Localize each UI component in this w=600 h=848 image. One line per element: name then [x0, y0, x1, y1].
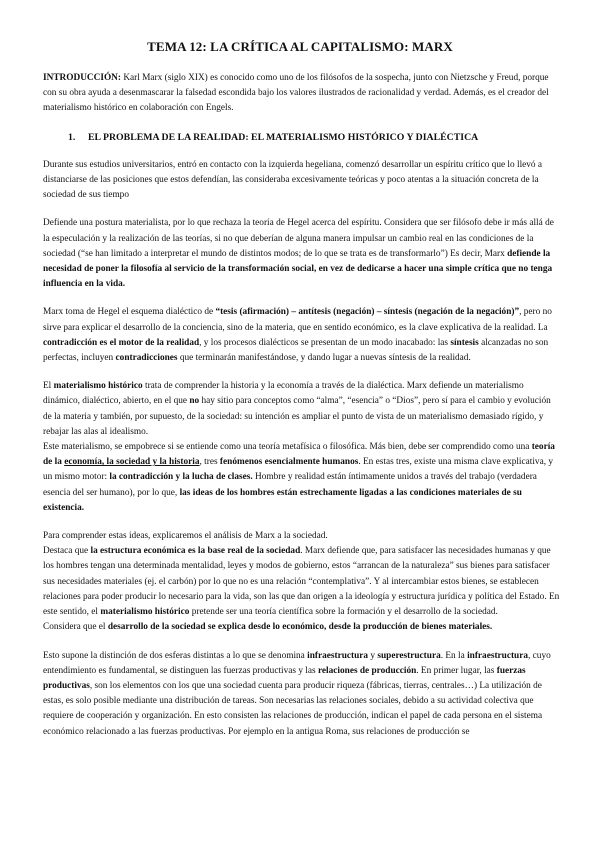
bold-run: superestructura [377, 650, 441, 661]
bold-run: fenómenos esencialmente humanos [219, 457, 359, 468]
paragraph-4 [43, 379, 561, 440]
intro-label: INTRODUCCIÓN: [43, 73, 121, 83]
text-run: Destaca que [43, 546, 91, 557]
section-heading [68, 130, 561, 145]
bold-run: síntesis [450, 337, 479, 348]
section-number: 1. [68, 131, 76, 143]
bold-run: materialismo histórico [100, 607, 190, 618]
bold-run: defiende la necesidad de poner la filosofía al servicio de la transformación social, en vez de dedicarse a hacer una simple crítica que no tenga influencia en la vida. [43, 248, 553, 290]
intro-paragraph [43, 71, 561, 117]
document-body [43, 71, 561, 753]
text-run: Hombre y realidad están íntimamente unidos a través del trabajo (verdadera esencia del ser humano), por lo que, [43, 472, 537, 498]
bold-run: materialismo histórico [53, 381, 143, 392]
bold-run: teoría de la [43, 442, 555, 468]
text-run: Defiende una postura materialista, por lo que rechaza la teoría de Hegel acerca del espíritu. Considera que ser filósofo debe ir más allá de la especulación y la realización de las teorías, si no que deberían de alguna manera impulsar un cambio real en las condiciones de la sociedad (“se han limitado a interpretar el mundo de distintos modos; de lo que se trata es de transformarlo”) Es decir, Marx [43, 218, 554, 259]
text-run: . En estas tres, existe una misma clave explicativa, y un mismo motor: [43, 457, 553, 483]
bold-run: no [189, 396, 200, 407]
paragraph-8 [43, 620, 561, 635]
text-run: hay sitio para conceptos como “alma”, “esencia” o “Dios”, pero sí para el cambio y evolución de la materia y también, por supuesto, de la sociedad: su intención es ampliar el punto de vista de un materialismo demasiado rígido, y rebajar las alas al idealismo. [43, 396, 551, 437]
bold-run: la contradicción y la lucha de clases. [109, 472, 253, 483]
text-run: que terminarán manifestándose, y dando lugar a nuevas síntesis de la realidad. [177, 353, 471, 364]
paragraph-1: Durante sus estudios universitarios, entró en contacto con la izquierda hegeliana, comenzó desarrollar un espíritu crítico que lo llevó a distanciarse de las posiciones que estos defendían, las consideraba excesivamente teóricas y poco atentas a la situación concreta de la sociedad de sus tiempo [43, 159, 543, 201]
text-run: Este materialismo, se empobrece si se entiende como una teoría metafísica o filosófica. Más bien, debe ser comprendido como una [43, 442, 532, 453]
text-run: alcanzadas no son perfectas, incluyen [43, 337, 549, 364]
text-run: . Marx defiende que, para satisfacer las necesidades humanas y que los hombres tengan una determinada mentalidad, leyes y modos de gobierno, estos “arrancan de la naturaleza” sus bienes para satisfacer sus necesidades materiales (ej. el carbón) por lo que no es una relación “contemplativa”. Y al intercambiar estos bienes, se establecen relaciones para poder producir lo necesario para la vida, son las que dan origen a la ideología y estructura jurídica y política del Estado. En este sentido, el [43, 546, 560, 618]
paragraph-3 [43, 305, 561, 366]
text-run: , pero no sirve para explicar el desarrollo de la conciencia, sino de la materia, que en sentido económico, es la clave explicativa de la realidad. La [43, 307, 552, 333]
underlined-run: economía, la sociedad y la historia [64, 457, 200, 468]
section-title: EL PROBLEMA DE LA REALIDAD: EL MATERIALISMO HISTÓRICO Y DIALÉCTICA [88, 131, 479, 143]
text-run: Marx toma de Hegel el esquema dialéctico de [43, 307, 216, 318]
text-run: , cuyo entendimiento es fundamental, se distinguen las fuerzas productivas y las [43, 650, 551, 676]
text-run: . En primer lugar, las [416, 665, 497, 676]
text-run: El [43, 381, 54, 392]
bold-run: relaciones de producción [317, 665, 417, 676]
bold-run: desarrollo de la sociedad se explica desde lo económico, desde la producción de bienes materiales. [107, 622, 493, 633]
document-title: TEMA 12: LA CRÍTICA AL CAPITALISMO: MARX [147, 39, 453, 54]
bold-run: infraestructura [467, 650, 529, 661]
text-run: trata de comprender la historia y la economía a través de la dialéctica. Marx defiende un materialismo dinámico, dialéctico, abierto, en el que [43, 381, 524, 407]
bold-run: la estructura económica es la base real de la sociedad [90, 546, 301, 557]
paragraph-2 [43, 216, 561, 292]
paragraph-6: Para comprender estas ideas, explicaremos el análisis de Marx a la sociedad. [43, 531, 328, 542]
text-run: y [368, 650, 378, 661]
bold-run: contradicciones [115, 353, 178, 364]
bold-run: “tesis (afirmación) – antítesis (negación) – síntesis (negación de la negación)” [215, 307, 520, 318]
paragraph-5 [43, 440, 561, 516]
intro-text: Karl Marx (siglo XIX) es conocido como uno de los filósofos de la sospecha, junto con Nietzsche y Freud, porque con su obra ayuda a desenmascarar la falsedad escondida bajo los valores ilustrados de racionalidad y verdad. Además, es el creador del materialismo histórico en colaboración con Engels. [43, 73, 549, 114]
text-run: , son los elementos con los que una sociedad cuenta para producir riqueza (fábricas, tierras, centrales…) La utilización de estas, es solo posible mediante una distribución de tareas. Son necesarias las relaciones sociales, debido a su actividad colectiva que requiere de cooperación y organización. En esto consisten las relaciones de producción, indican el papel de cada persona en el sistema económico relacionado a las fuerzas productivas. Por ejemplo en la antigua Roma, sus relaciones de producción se [43, 680, 543, 737]
text-run: Esto supone la distinción de dos esferas distintas a lo que se denomina [43, 650, 308, 661]
bold-run: fuerzas productivas [43, 665, 526, 691]
text-run: , y los procesos dialécticos se presentan de un modo inacabado: las [199, 337, 451, 348]
text-run: , tres [199, 457, 220, 468]
bold-run: infraestructura [307, 650, 369, 661]
text-run: Considera que el [43, 622, 108, 633]
text-run: . En la [440, 650, 468, 661]
paragraph-9 [43, 649, 561, 740]
bold-run: las ideas de los hombres están estrechamente ligadas a las condiciones materiales de su existencia. [43, 487, 522, 513]
bold-run: contradicción es el motor de la realidad [43, 337, 200, 348]
text-run: pretende ser una teoría científica sobre la formación y el desarrollo de la sociedad. [189, 607, 498, 618]
paragraph-7 [43, 544, 561, 620]
